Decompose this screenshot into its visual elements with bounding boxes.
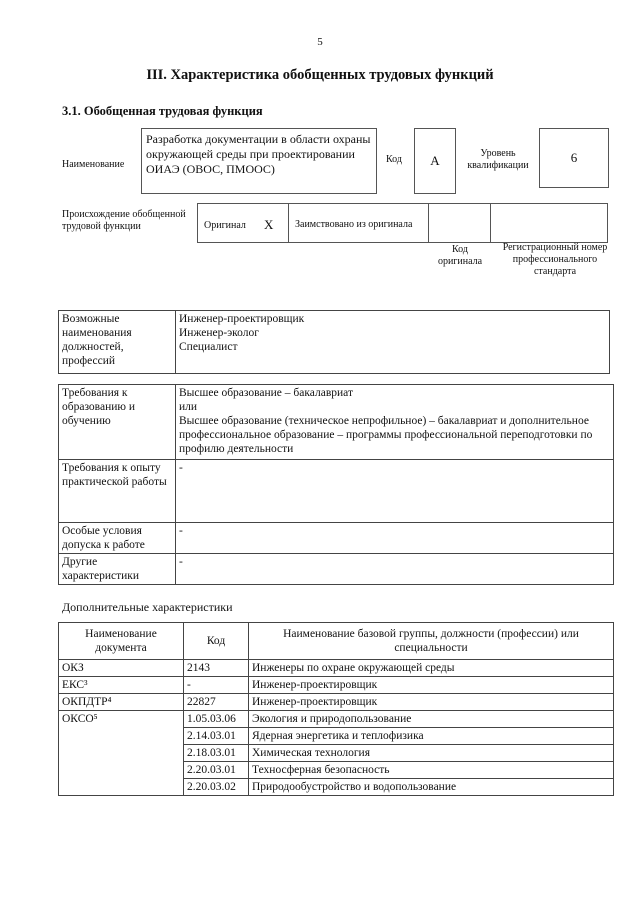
cell-code: 2.18.03.01 [184, 745, 249, 762]
cell-name: Химическая технология [249, 745, 614, 762]
requirement-label: Требования к опыту практической работы [59, 460, 176, 523]
origin-divider [288, 204, 289, 242]
table-row [59, 711, 614, 728]
origin-label: Происхождение обобщенной трудовой функции [62, 209, 186, 232]
requirements-table [58, 384, 614, 585]
header-doc: Наименование документа [59, 623, 184, 660]
additional-caption: Дополнительные характеристики [62, 600, 233, 614]
function-code-value: A [414, 128, 456, 194]
cell-code: 2.14.03.01 [184, 728, 249, 745]
position-item: Инженер-проектировщик [179, 313, 305, 325]
original-mark: X [264, 217, 274, 232]
reg-number-caption: Регистрационный номер профессионального стандарта [502, 242, 608, 277]
cell-name: Инженер-проектировщик [249, 677, 614, 694]
cell-name: Инженер-проектировщик [249, 694, 614, 711]
origin-divider [428, 204, 429, 242]
cell-code: - [184, 677, 249, 694]
requirement-label: Другие характеристики [59, 554, 176, 585]
requirement-value: - [176, 523, 614, 554]
header-name: Наименование базовой группы, должности (профессии) или специальности [249, 623, 614, 660]
additional-table [58, 622, 614, 796]
table-row [59, 694, 614, 711]
qualification-level-value: 6 [539, 128, 609, 188]
requirement-label: Особые условия допуска к работе [59, 523, 176, 554]
table-row [59, 677, 614, 694]
table-row [59, 660, 614, 677]
cell-name: Инженеры по охране окружающей среды [249, 660, 614, 677]
section-title: III. Характеристика обобщенных трудовых функций [146, 67, 494, 83]
requirement-value: - [176, 460, 614, 523]
borrowed-label: Заимствовано из оригинала [295, 219, 413, 230]
subsection-title: 3.1. Обобщенная трудовая функция [62, 104, 263, 118]
origin-divider [490, 204, 491, 242]
cell-code: 22827 [184, 694, 249, 711]
requirement-value: - [176, 554, 614, 585]
code-label: Код [386, 154, 402, 165]
cell-doc: ОКСО⁵ [59, 711, 184, 796]
origin-table [197, 203, 608, 243]
cell-doc: ОКПДТР⁴ [59, 694, 184, 711]
cell-code: 2.20.03.02 [184, 779, 249, 796]
positions-table [58, 310, 610, 374]
cell-name: Экология и природопользование [249, 711, 614, 728]
requirement-label: Требования к образованию и обучению [59, 385, 176, 460]
cell-name: Природообустройство и водопользование [249, 779, 614, 796]
cell-code: 2.20.03.01 [184, 762, 249, 779]
requirement-row [59, 554, 614, 585]
cell-doc: ЕКС³ [59, 677, 184, 694]
requirement-value: Высшее образование – бакалавриат или Высшее образование (техническое непрофильное) – бакалавриат и дополнительное профессиональное образование – программы профессиональной переподготовки по профилю деятельности [176, 385, 614, 460]
original-label: Оригинал [204, 220, 246, 231]
function-name-value: Разработка документации в области охраны окружающей среды при проектировании ОИАЭ (ОВОС, ПМООС) [141, 128, 377, 194]
additional-header-row [59, 623, 614, 660]
requirement-row [59, 385, 614, 460]
requirement-row [59, 460, 614, 523]
header-code: Код [184, 623, 249, 660]
cell-doc: ОКЗ [59, 660, 184, 677]
cell-name: Техносферная безопасность [249, 762, 614, 779]
code-original-caption: Код оригинала [437, 244, 483, 267]
positions-label: Возможные наименования должностей, профессий [59, 311, 176, 374]
cell-code: 1.05.03.06 [184, 711, 249, 728]
requirement-row [59, 523, 614, 554]
name-label: Наименование [62, 159, 125, 170]
cell-name: Ядерная энергетика и теплофизика [249, 728, 614, 745]
cell-code: 2143 [184, 660, 249, 677]
page-number: 5 [317, 36, 323, 48]
level-label: Уровень квалификации [467, 148, 529, 171]
position-item: Инженер-эколог [179, 327, 259, 339]
positions-list [176, 311, 610, 374]
position-item: Специалист [179, 341, 238, 353]
